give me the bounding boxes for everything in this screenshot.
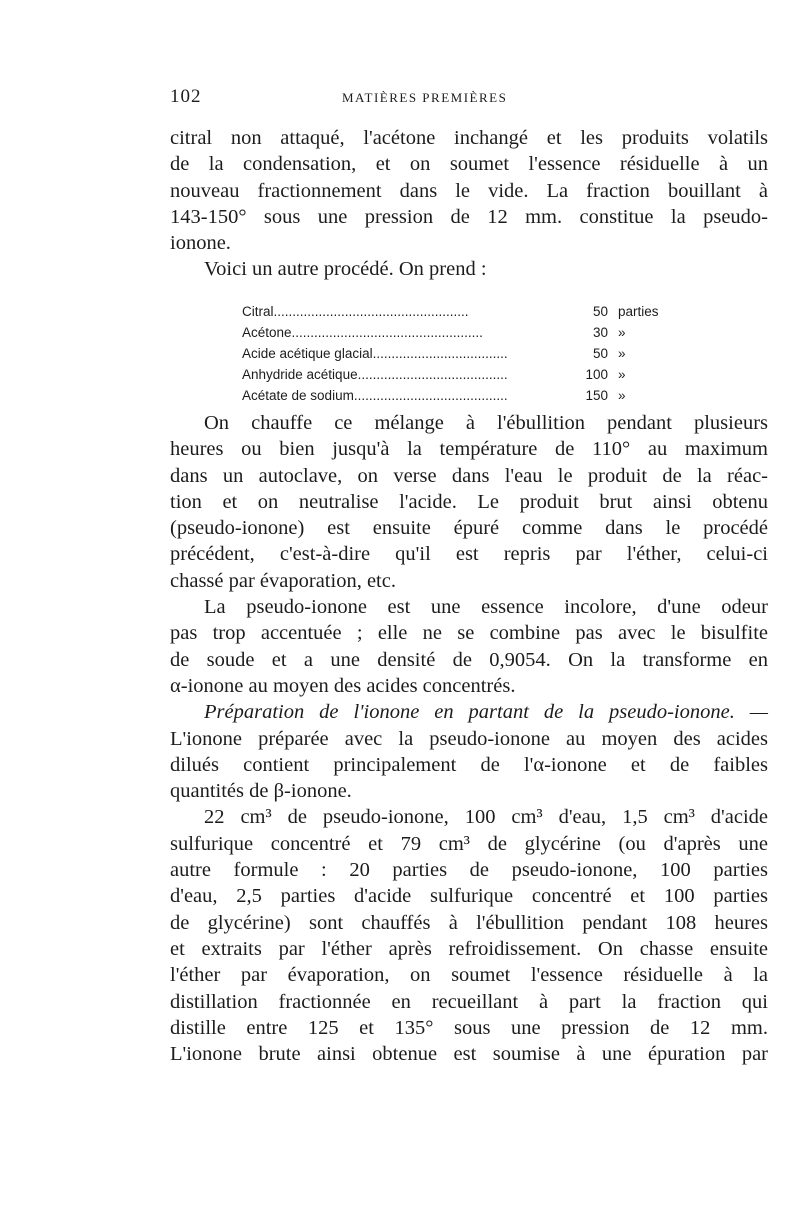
page-header [170,86,670,110]
text-line: α-ionone au moyen des acides concentrés. [170,674,516,697]
running-title: MATIÈRES PREMIÈRES [342,90,508,105]
text-line: La pseudo-ionone est une essence incolore, d'une odeur [204,596,768,619]
section-heading [170,699,768,725]
text-line: pas trop accentuée ; elle ne se combine pas avec le bisulfite [170,622,768,645]
ingredient-quantity: 150 [585,388,608,403]
text-line: tion et on neutralise l'acide. Le produit brut ainsi obtenu [170,490,768,513]
recipe-row [242,343,702,364]
page-number: 102 [170,86,202,107]
text-line: de soude et a une densité de 0,9054. On la transforme en [170,648,768,671]
recipe-row [242,301,702,322]
text-line: nouveau fractionnement dans le vide. La fraction bouillant à [170,179,768,202]
text-line: autre formule : 20 parties de pseudo-ionone, 100 parties [170,859,768,882]
ingredient-unit: » [618,346,626,361]
text-line: ionone. [170,232,231,255]
recipe-list [242,301,702,406]
ingredient-unit: » [618,325,626,340]
text-line: et extraits par l'éther après refroidissement. On chasse ensuite [170,937,768,960]
ingredient-unit: parties [618,304,659,319]
text-line: dans un autoclave, on verse dans l'eau le produit de la réac- [170,464,768,487]
recipe-row [242,322,702,343]
text-line: citral non attaqué, l'acétone inchangé et les produits volatils [170,127,768,149]
ingredient-name: Acétate de sodium......................................... [242,388,508,403]
text-line: heures ou bien jusqu'à la température de 110° au maximum [170,438,768,461]
text-line: quantités de β-ionone. [170,780,352,803]
ingredient-unit: » [618,367,626,382]
recipe-row [242,385,702,406]
text-line: L'ionone préparée avec la pseudo-ionone au moyen des acides [170,727,768,750]
text-line: Voici un autre procédé. On prend : [204,258,487,281]
ingredient-name: Acide acétique glacial.................................... [242,346,508,361]
ingredient-name: Acétone................................................... [242,325,483,340]
text-line: l'éther par évaporation, on soumet l'essence résiduelle à la [170,964,768,987]
text-line: 22 cm³ de pseudo-ionone, 100 cm³ d'eau, 1,5 cm³ d'acide [204,806,768,829]
recipe-row [242,364,702,385]
ingredient-unit: » [618,388,626,403]
text-line: de la condensation, et on soumet l'essence résiduelle à un [170,153,768,176]
text-line: L'ionone brute ainsi obtenue est soumise à une épuration par [170,1043,768,1066]
ingredient-quantity: 30 [592,325,608,340]
ingredient-quantity: 100 [585,367,608,382]
ingredient-name: Citral.................................................... [242,304,469,319]
text-line: On chauffe ce mélange à l'ébullition pendant plusieurs [204,412,768,434]
text-line: dilués contient principalement de l'α-ionone et de faibles [170,753,768,776]
text-line: de glycérine) sont chauffés à l'ébullition pendant 108 heures [170,911,768,934]
text-line: précédent, c'est-à-dire qu'il est repris par l'éther, celui-ci [170,543,768,566]
ingredient-name: Anhydride acétique........................................ [242,367,508,382]
italic-heading: Préparation de l'ionone en partant de la pseudo-ionone. — [204,701,768,724]
ingredient-quantity: 50 [592,304,608,319]
text-line: distillation fractionnée en recueillant à part la fraction qui [170,990,768,1013]
text-line: d'eau, 2,5 parties d'acide sulfurique concentré et 100 parties [170,885,768,908]
text-line: (pseudo-ionone) est ensuite épuré comme dans le procédé [170,517,768,540]
text-line: sulfurique concentré et 79 cm³ de glycérine (ou d'après une [170,832,768,855]
intro-text [170,125,768,283]
ingredient-quantity: 50 [592,346,608,361]
text-line: distille entre 125 et 135° sous une pression de 12 mm. [170,1016,768,1039]
text-line: chassé par évaporation, etc. [170,569,396,592]
text-line: 143-150° sous une pression de 12 mm. constitue la pseudo- [170,205,768,228]
main-text [170,410,768,1067]
